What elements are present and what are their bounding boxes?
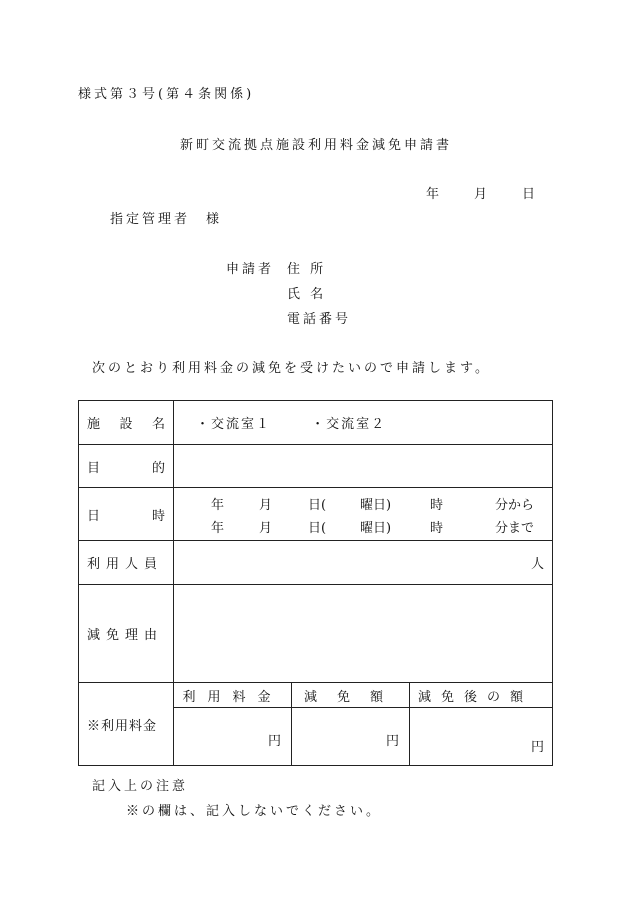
fee-section-label: ※利用料金 bbox=[79, 683, 174, 766]
purpose-field[interactable] bbox=[174, 445, 553, 488]
phone-label: 電話番号 bbox=[287, 312, 352, 327]
row-fee-header bbox=[79, 683, 553, 708]
facility-options bbox=[174, 401, 553, 445]
dt-start-month: 月 bbox=[259, 498, 273, 513]
fee-col-usage: 利用料金 bbox=[174, 683, 292, 708]
fee-after-field[interactable] bbox=[410, 708, 553, 766]
fee-usage-yen: 円 bbox=[267, 734, 281, 749]
application-table bbox=[78, 400, 553, 766]
facility-option-2[interactable]: ・交流室２ bbox=[311, 417, 387, 432]
row-users bbox=[79, 541, 553, 585]
date-month-label: 月 bbox=[474, 187, 488, 202]
fee-discount-field[interactable] bbox=[292, 708, 410, 766]
dt-end-hour: 時 bbox=[430, 521, 444, 536]
row-purpose bbox=[79, 445, 553, 488]
facility-label: 施 設 名 bbox=[79, 401, 174, 445]
fee-usage-field[interactable] bbox=[174, 708, 292, 766]
date-year-label: 年 bbox=[426, 187, 440, 202]
dt-end-weekday: 曜日) bbox=[360, 521, 392, 536]
notes-heading: 記入上の注意 bbox=[92, 779, 189, 794]
dt-start-year: 年 bbox=[211, 498, 225, 513]
row-facility bbox=[79, 401, 553, 445]
fee-col-discount: 減免額 bbox=[292, 683, 410, 708]
date-day-label: 日 bbox=[522, 187, 536, 202]
intro-text: 次のとおり利用料金の減免を受けたいので申請します。 bbox=[92, 361, 491, 376]
facility-option-1[interactable]: ・交流室１ bbox=[196, 417, 272, 432]
dt-start-day: 日( bbox=[308, 498, 327, 513]
purpose-label: 目 的 bbox=[79, 445, 174, 488]
fee-after-yen: 円 bbox=[531, 740, 545, 755]
name-label: 氏 名 bbox=[287, 287, 327, 302]
dt-end-day: 日( bbox=[308, 521, 327, 536]
dt-end-until: 分まで bbox=[495, 521, 535, 536]
reason-label: 減免理由 bbox=[79, 585, 174, 683]
dt-start-from: 分から bbox=[495, 498, 535, 513]
fee-discount-yen: 円 bbox=[385, 734, 399, 749]
users-label: 利用人員 bbox=[79, 541, 174, 585]
dt-end-year: 年 bbox=[211, 521, 225, 536]
row-datetime bbox=[79, 488, 553, 541]
users-unit: 人 bbox=[531, 557, 545, 572]
datetime-label: 日 時 bbox=[79, 488, 174, 541]
fee-col-after: 減免後の額 bbox=[410, 683, 553, 708]
address-label: 住 所 bbox=[287, 262, 327, 277]
users-field[interactable] bbox=[174, 541, 553, 585]
dt-start-hour: 時 bbox=[430, 498, 444, 513]
applicant-label: 申請者 bbox=[226, 262, 275, 277]
dt-end-month: 月 bbox=[259, 521, 273, 536]
form-number: 様式第３号(第４条関係) bbox=[78, 87, 255, 102]
document-title: 新町交流拠点施設利用料金減免申請書 bbox=[180, 138, 453, 153]
dt-start-weekday: 曜日) bbox=[360, 498, 392, 513]
row-reason bbox=[79, 585, 553, 683]
addressee: 指定管理者 様 bbox=[110, 212, 223, 227]
reason-field[interactable] bbox=[174, 585, 553, 683]
datetime-field[interactable] bbox=[174, 488, 553, 541]
notes-line-1: ※の欄は、記入しないでください。 bbox=[126, 804, 383, 819]
